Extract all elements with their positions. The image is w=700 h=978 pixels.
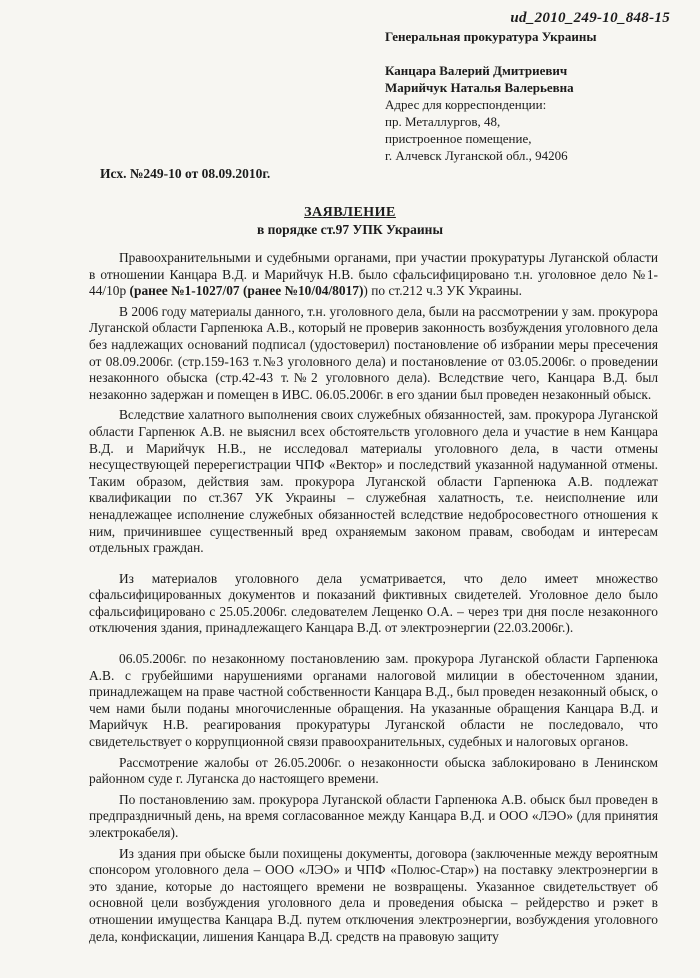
recipient-org: Генеральная прокуратура Украины [385, 29, 597, 44]
paragraph-1-text: Правоохранительными и судебными органами, при участии прокуратуры Луганской области в отношении Канцара В.Д. и Марийчук Н.В. было сфальсифицировано т.н. уголовное дело №1-44/10р [89, 250, 658, 299]
address-line-2: пристроенное помещение, [385, 131, 532, 146]
recipient-block [385, 28, 685, 164]
document-id: ud_2010_249-10_848-15 [510, 10, 670, 26]
paragraph-2: В 2006 году материалы данного, т.н. уголовного дела, были на рассмотрении у зам. прокурора Луганской области Гарпенюка А.В., который не проверив законность возбуждения уголовного дела без надлежащих оснований подписал (удостоверил) постановление об избрании меры пресечения от 08.09.2006г. (стр.159-163 т.№3 уголовного дела) и постановление от 03.05.2006г. о проведении незаконного обыска (стр.42-43 т.№2 уголовного дела). Вследствие чего, Канцара В.Д. был незаконно задержан и помещен в ИВС. 06.05.2006г. в его здании был проведен незаконный обыск. [89, 303, 658, 402]
document-subtitle: в порядке ст.97 УПК Украины [256, 222, 443, 237]
paragraph-1 [89, 250, 658, 300]
paragraph-1-tail: ) по ст.212 ч.3 УК Украины. [363, 283, 523, 299]
paragraph-3: Вследствие халатного выполнения своих служебных обязанностей, зам. прокурора Луганской области Гарпенюк А.В. не выяснил всех обстоятельств уголовного дела и участие в нем Канцара В.Д. и Марийчук Н.В., не исследовал материалы уголовного дела, в части отмены несуществующей перерегистрации ЧПФ «Вектор» и последствий указанной надуманной отмены. Таким образом, действия зам. прокурора Луганской области Гарпенюка А.В. подлежат квалификации по ст.367 УК Украины – служебная халатность, т.е. неисполнение или ненадлежащее исполнение служебных обязанностей вследствие недобросовестного отношения к ним, причинившее существенный вред охраняемым законом правам, свободам и интересам отдельных граждан. [89, 407, 658, 556]
address-label: Адрес для корреспонденции: [385, 97, 547, 112]
paragraph-7: По постановлению зам. прокурора Луганской области Гарпенюка А.В. обыск был проведен в предпраздничный день, на время согласованное между Канцара В.Д. и ООО «ЛЭО» (для принятия электрокабеля). [89, 791, 658, 840]
paragraph-8: Из здания при обыске были похищены документы, договора (заключенные между вероятным спонсором уголовного дела – ООО «ЛЭО» и ЧПФ «Полюс-Стар») на поставку электроэнергии в это здание, которые до настоящего времени не возвращены. Указанное свидетельствует об основной цели возбуждения уголовного дела и проведения обыска – рейдерство и рэкет в отношении имущества Канцара В.Д. путем отключения электроэнергии, возбуждения уголовного дела, конфискации, лишения Канцара В.Д. средств на правовую защиту [89, 845, 658, 944]
paragraph-5: 06.05.2006г. по незаконному постановлению зам. прокурора Луганской области Гарпенюка А.В. с грубейшими нарушениями органами налоговой милиции в обесточенном здании, принадлежащем на праве частной собственности Канцара В.Д., был проведен незаконный обыск, о чем нами были поданы многочисленные обращения. На указанные обращения Канцара В.Д. и Марийчук Н.В. реагирования прокуратуры Луганской области не последовало, что свидетельствует о коррупционной связи правоохранительных, судебных и налоговых органов. [89, 651, 658, 750]
sender-name-2: Марийчук Наталья Валерьевна [385, 80, 574, 95]
outgoing-number: Исх. №249-10 от 08.09.2010г. [100, 166, 271, 181]
document-title: ЗАЯВЛЕНИЕ [304, 205, 396, 220]
sender-name-1: Канцара Валерий Дмитриевич [385, 63, 568, 78]
paragraph-4: Из материалов уголовного дела усматривается, что дело имеет множество сфальсифицированных документов и показаний фиктивных свидетелей. Уголовное дело было сфальсифицировано с 25.05.2006г. следователем Лещенко О.А. – через три дня после незаконного отключения здания, принадлежащего Канцара В.Д. от электроэнергии (22.03.2006г.). [89, 570, 658, 636]
address-line-3: г. Алчевск Луганской обл., 94206 [385, 148, 568, 163]
document-body [89, 250, 658, 949]
address-line-1: пр. Металлургов, 48, [385, 114, 501, 129]
paragraph-6: Рассмотрение жалобы от 26.05.2006г. о незаконности обыска заблокировано в Ленинском районном суде г. Луганска до настоящего времени. [89, 754, 658, 787]
case-number-highlight: (ранее №1-1027/07 (ранее №10/04/8017) [129, 283, 364, 299]
